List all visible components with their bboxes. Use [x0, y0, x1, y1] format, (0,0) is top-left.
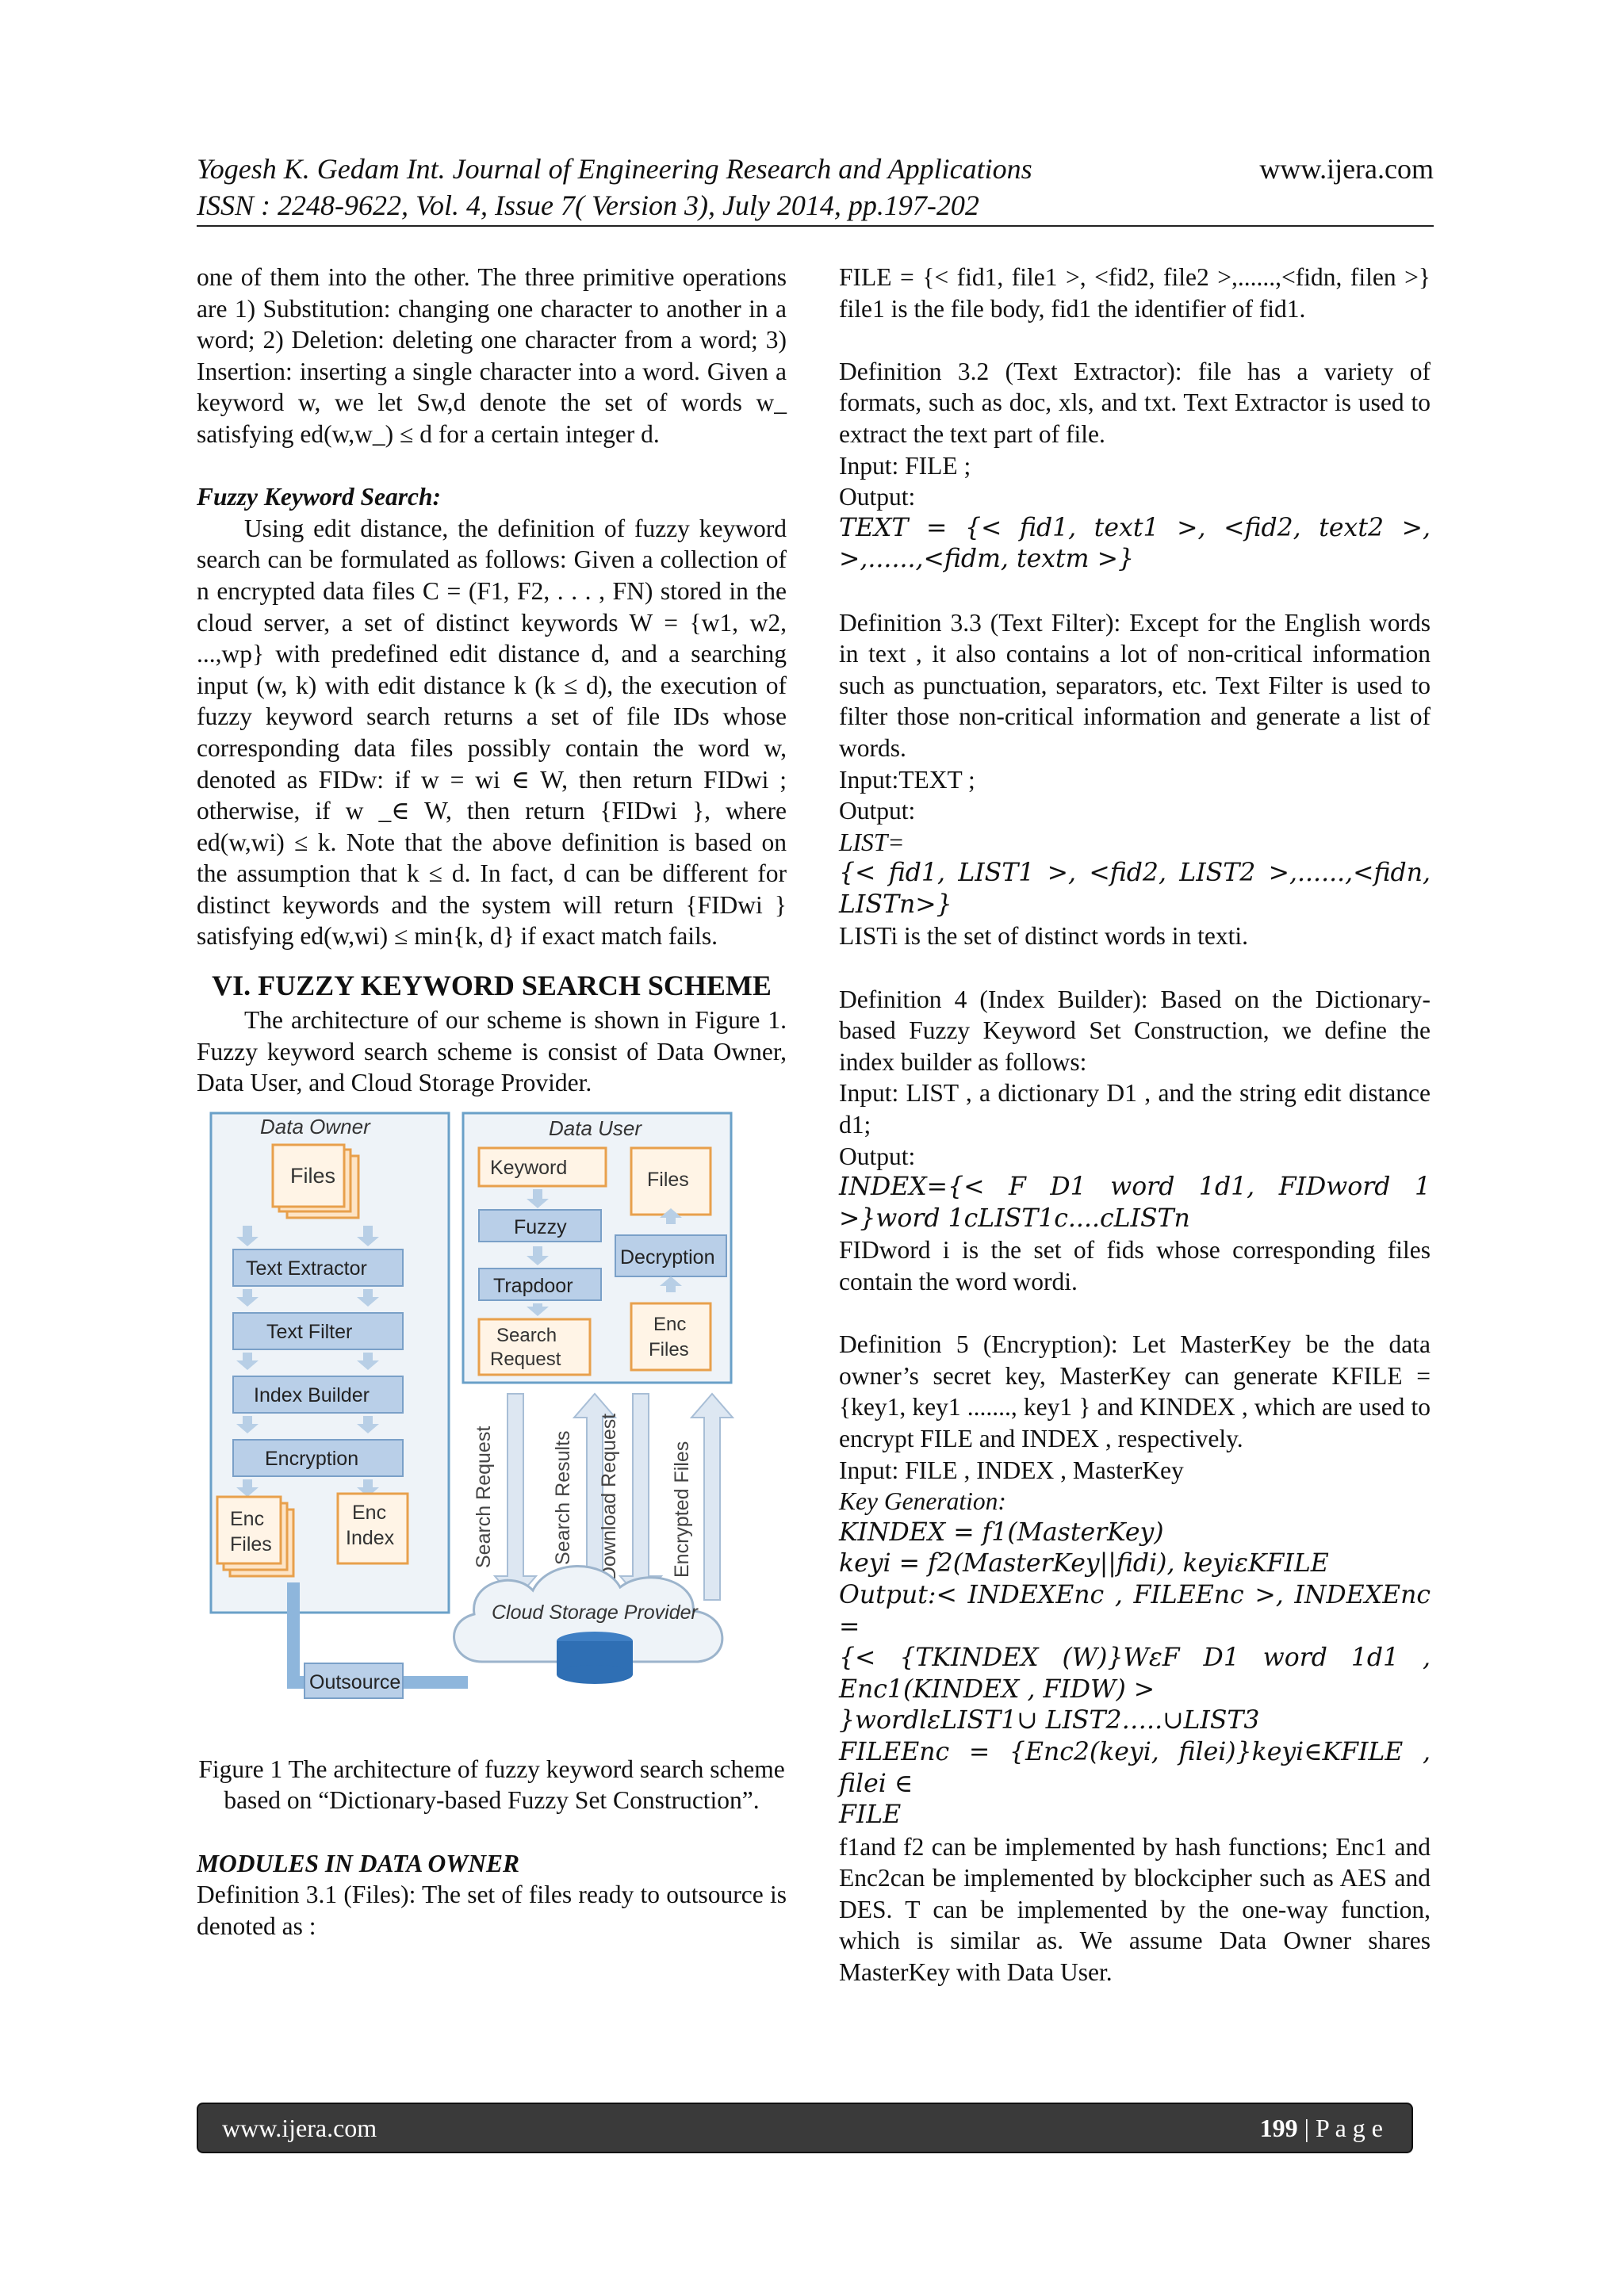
- file-enc-formula-2: FILE: [839, 1800, 902, 1830]
- architecture-figure: [197, 1107, 787, 1717]
- decryption-label: Decryption: [620, 1246, 715, 1269]
- edit-distance-paragraph: one of them into the other. The three primitive operations are 1) Substitution: changing one character to another in a word; 2) Deletion: deleting one character from a word; 3) Insertion: inserting a single character into a word. Given a keyword w, we let Sw,d denote the set of words w_ satisfying ed(w,w_) ≤ d for a certain integer d.: [197, 263, 787, 448]
- section-heading: VI. FUZZY KEYWORD SEARCH SCHEME: [212, 970, 772, 1002]
- definition-5-input: Input: FILE , INDEX , MasterKey: [839, 1456, 1184, 1484]
- implementation-note: f1and f2 can be implemented by hash functions; Enc1 and Enc2can be implemented by blockcipher such as AES and DES. T can be implemented by the one-way function, which is similar as. We assume Data Owner shares MasterKey with Data User.: [839, 1832, 1431, 1987]
- journal-line: Yogesh K. Gedam Int. Journal of Engineering Research and Applications: [197, 153, 1032, 185]
- user-files-label: Files: [647, 1168, 689, 1191]
- owner-files-label: Files: [290, 1163, 336, 1188]
- definition-3-3-input: Input:TEXT ;: [839, 765, 975, 794]
- definition-3-2: Definition 3.2 (Text Extractor): file has a variety of formats, such as doc, xls, and txt. Text Extractor is used to extract the text part of file.: [839, 357, 1431, 448]
- definition-4-input: Input: LIST , a dictionary D1 , and the string edit distance d1;: [839, 1079, 1431, 1139]
- header-site-link[interactable]: www.ijera.com: [1259, 153, 1434, 185]
- enc-index-label-2: Index: [346, 1526, 395, 1549]
- output-formula: Output:< INDEXEnc , FILEEnc >, INDEXEnc =: [839, 1580, 1431, 1641]
- trapdoor-label: Trapdoor: [493, 1274, 573, 1297]
- index-enc-formula: {< {TKINDEX (W)}WεF D1 word 1d1 , Enc1(KINDEX , FIDW) >: [839, 1644, 1431, 1704]
- definition-3-3: Definition 3.3 (Text Filter): Except for the English words in text , it also contains a lot of non-critical information such as punctuation, separators, etc. Text Filter is used to filter those non-critical information and generate a list of words.: [839, 608, 1431, 762]
- page-label: | P a g e: [1304, 2113, 1383, 2142]
- architecture-diagram: [197, 1107, 787, 1717]
- index-note: FIDword i is the set of fids whose corresponding files contain the word wordi.: [839, 1236, 1431, 1295]
- page-number-group: [1260, 2114, 1383, 2143]
- right-column: [839, 262, 1431, 1988]
- subheading-fuzzy-keyword-search: Fuzzy Keyword Search:: [197, 483, 442, 511]
- key-formula: keyi = f2(MasterKey||fidi), keyiεKFILE: [839, 1549, 1329, 1578]
- key-generation-label: Key Generation:: [839, 1487, 1006, 1516]
- file-set-definition: FILE = {< fid1, file1 >, <fid2, file2 >,......,<fidn, filen >} file1 is the file body, fid1 the identifier of fid1.: [839, 263, 1431, 323]
- issn-line: ISSN : 2248-9622, Vol. 4, Issue 7( Version 3), July 2014, pp.197-202: [197, 189, 979, 221]
- user-enc-files-label-2: Files: [649, 1338, 689, 1360]
- enc-index-label-1: Enc: [352, 1501, 387, 1524]
- running-header: [197, 151, 1434, 224]
- keyword-label: Keyword: [490, 1156, 568, 1179]
- download-request-arrow-label: Download Request: [598, 1413, 620, 1581]
- text-extractor-label: Text Extractor: [246, 1257, 367, 1280]
- encryption-label: Encryption: [265, 1447, 359, 1470]
- enc-files-label-2: Files: [230, 1533, 272, 1556]
- page-footer: [197, 2103, 1413, 2153]
- header-rule: [197, 225, 1434, 227]
- text-set: TEXT = {< fid1, text1 >, <fid2, text2 >, >,......,<fidm, textm >}: [839, 513, 1431, 574]
- architecture-paragraph: The architecture of our scheme is shown in Figure 1. Fuzzy keyword search scheme is consist of Data Owner, Data User, and Cloud Storage Provider.: [197, 1006, 787, 1097]
- outsource-label: Outsource: [309, 1670, 401, 1693]
- search-results-arrow-label: Search Results: [552, 1430, 574, 1565]
- fuzzy-label: Fuzzy: [514, 1215, 567, 1238]
- encrypted-files-arrow-label: Encrypted Files: [671, 1441, 693, 1578]
- list-label: LIST=: [839, 828, 905, 856]
- fuzzy-search-paragraph: Using edit distance, the definition of fuzzy keyword search can be formulated as follows: Given a collection of n encrypted data files C = (F1, F2, . . . , FN) stored in the cloud server, a set of distinct keywords W = {w1, w2, ...,wp} with predefined edit distance d, and a searching input (w, k) with edit distance k (k ≤ d), the execution of fuzzy keyword search returns a set of file IDs whose corresponding data files possibly contain the word w, denoted as FIDw: if w = wi ∈ W, then return FIDwi ; otherwise, if w _∈ W, then return {FIDwi }, where ed(w,wi) ≤ k. Note that the above definition is based on the assumption that k ≤ d. In fact, d can be different for distinct keywords and the system will return {FIDwi } satisfying ed(w,wi) ≤ min{k, d} if exact match fails.: [197, 514, 787, 951]
- figure-caption: Figure 1 The architecture of fuzzy keyword search scheme based on “Dictionary-based Fuzzy Set Construction”.: [198, 1755, 785, 1815]
- index-enc-formula-2: }wordlεLIST1∪ LIST2…..∪LIST3: [839, 1706, 1260, 1735]
- subheading-modules: MODULES IN DATA OWNER: [197, 1849, 519, 1877]
- definition-3-2-input: Input: FILE ;: [839, 451, 971, 480]
- left-column: [197, 262, 787, 1942]
- file-enc-formula: FILEEnc = {Enc2(keyi, filei)}keyi∈KFILE , filei ∈: [839, 1737, 1431, 1798]
- definition-3-3-output: Output:: [839, 797, 916, 825]
- definition-4: Definition 4 (Index Builder): Based on the Dictionary-based Fuzzy Keyword Set Construction, we define the index builder as follows:: [839, 985, 1431, 1076]
- footer-site-link[interactable]: www.ijera.com: [222, 2113, 377, 2142]
- index-builder-label: Index Builder: [254, 1383, 370, 1406]
- list-set: {< fid1, LIST1 >, <fid2, LIST2 >,......,<fidn, LISTn>}: [839, 859, 1431, 919]
- text-filter-label: Text Filter: [266, 1320, 353, 1343]
- definition-3-2-output: Output:: [839, 483, 916, 511]
- data-user-label: Data User: [549, 1115, 642, 1140]
- kindex-formula: KINDEX = f1(MasterKey): [839, 1517, 1164, 1547]
- definition-5: Definition 5 (Encryption): Let MasterKey be the data owner’s secret key, MasterKey can generate KFILE = {key1, key1 ......., key1 } and KINDEX , which are used to encrypt FILE and INDEX , respectively.: [839, 1330, 1431, 1452]
- enc-files-label-1: Enc: [230, 1507, 265, 1530]
- search-request-arrow-label: Search Request: [473, 1425, 495, 1568]
- user-enc-files-label-1: Enc: [653, 1313, 687, 1335]
- files-definition: Definition 3.1 (Files): The set of files ready to outsource is denoted as :: [197, 1881, 787, 1940]
- page-number: 199: [1259, 2113, 1298, 2142]
- search-request-label-1: Search: [496, 1324, 557, 1346]
- index-formula: INDEX={< F D1 word 1d1, FIDword 1 >}word 1cLIST1c....cLISTn: [839, 1173, 1431, 1233]
- cloud-label: Cloud Storage Provider: [492, 1601, 698, 1624]
- search-request-label-2: Request: [490, 1348, 561, 1370]
- definition-4-output: Output:: [839, 1142, 916, 1170]
- data-owner-label: Data Owner: [260, 1114, 370, 1138]
- list-note: LISTi is the set of distinct words in texti.: [839, 922, 1248, 951]
